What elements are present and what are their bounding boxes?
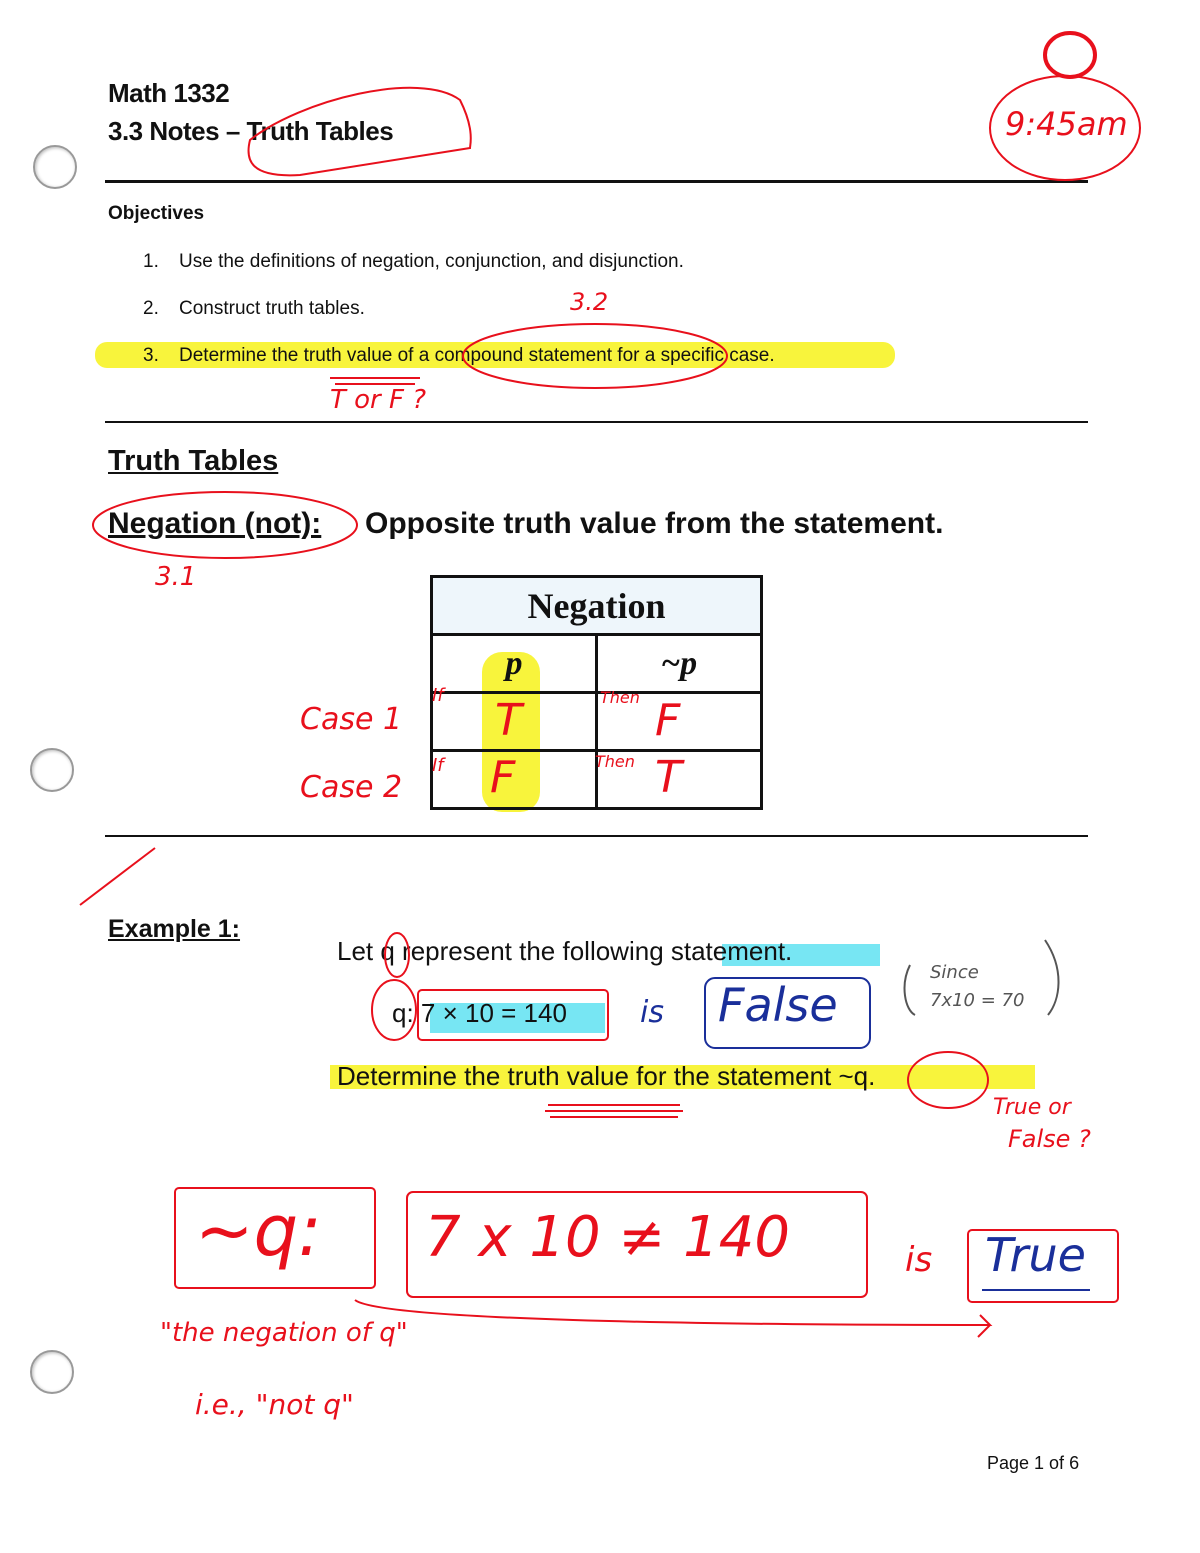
- example-heading: Example 1:: [108, 915, 241, 943]
- time-note: 9:45am: [1005, 105, 1128, 143]
- objective-text: Construct truth tables.: [179, 298, 365, 319]
- ie-note: i.e., "not q": [195, 1388, 354, 1421]
- is-note: is: [640, 995, 664, 1030]
- case-label: Case 1: [300, 702, 403, 737]
- example-question: Determine the truth value for the statement ~q.: [337, 1061, 876, 1091]
- table-title: Negation: [432, 577, 762, 635]
- false-note: False: [718, 978, 838, 1032]
- section-heading: Truth Tables: [108, 445, 279, 477]
- page-number: Page 1 of 6: [987, 1453, 1080, 1473]
- objective-number: 2.: [143, 298, 159, 319]
- case-label: Case 2: [300, 770, 403, 805]
- neg-q-note: ~q:: [195, 1190, 322, 1272]
- true-note: True: [985, 1228, 1086, 1282]
- objective-number: 3.: [143, 345, 159, 366]
- neq-note: 7 x 10 ≠ 140: [425, 1205, 791, 1270]
- then-note: Then: [595, 752, 635, 771]
- true-or-false-note: False ?: [1008, 1125, 1091, 1153]
- not-p-value: T: [655, 752, 682, 803]
- since-note: Since: [930, 962, 979, 983]
- objective-text: Determine the truth value of a compound statement for a specific case.: [179, 345, 775, 366]
- if-note: If: [432, 755, 444, 776]
- page-title: 3.3 Notes – Truth Tables: [108, 116, 394, 146]
- objective-number: 1.: [143, 251, 159, 272]
- p-value: F: [490, 752, 516, 803]
- objective-text: Use the definitions of negation, conjunction, and disjunction.: [179, 251, 684, 272]
- not-p-value: F: [655, 695, 681, 746]
- p-value: T: [495, 695, 522, 746]
- then-note: Then: [600, 688, 640, 707]
- negation-definition: Opposite truth value from the statement.: [365, 507, 944, 540]
- ref-note: 3.1: [155, 562, 197, 592]
- negation-of-note: "the negation of q": [160, 1318, 408, 1348]
- header-p: p: [432, 635, 597, 693]
- since-note: 7x10 = 70: [930, 990, 1025, 1011]
- example-statement: q: 7 × 10 = 140: [392, 998, 567, 1028]
- is-note: is: [905, 1240, 933, 1280]
- if-note: If: [432, 685, 444, 706]
- example-line: Let q represent the following statement.: [337, 936, 793, 966]
- ref-note: 3.2: [570, 288, 609, 316]
- header-not-p: ~p: [597, 635, 762, 693]
- objectives-heading: Objectives: [108, 203, 205, 224]
- t-or-f-note: T or F ?: [330, 385, 427, 415]
- course-title: Math 1332: [108, 78, 230, 108]
- true-or-false-note: True or: [993, 1095, 1071, 1120]
- negation-term: Negation (not):: [108, 507, 322, 540]
